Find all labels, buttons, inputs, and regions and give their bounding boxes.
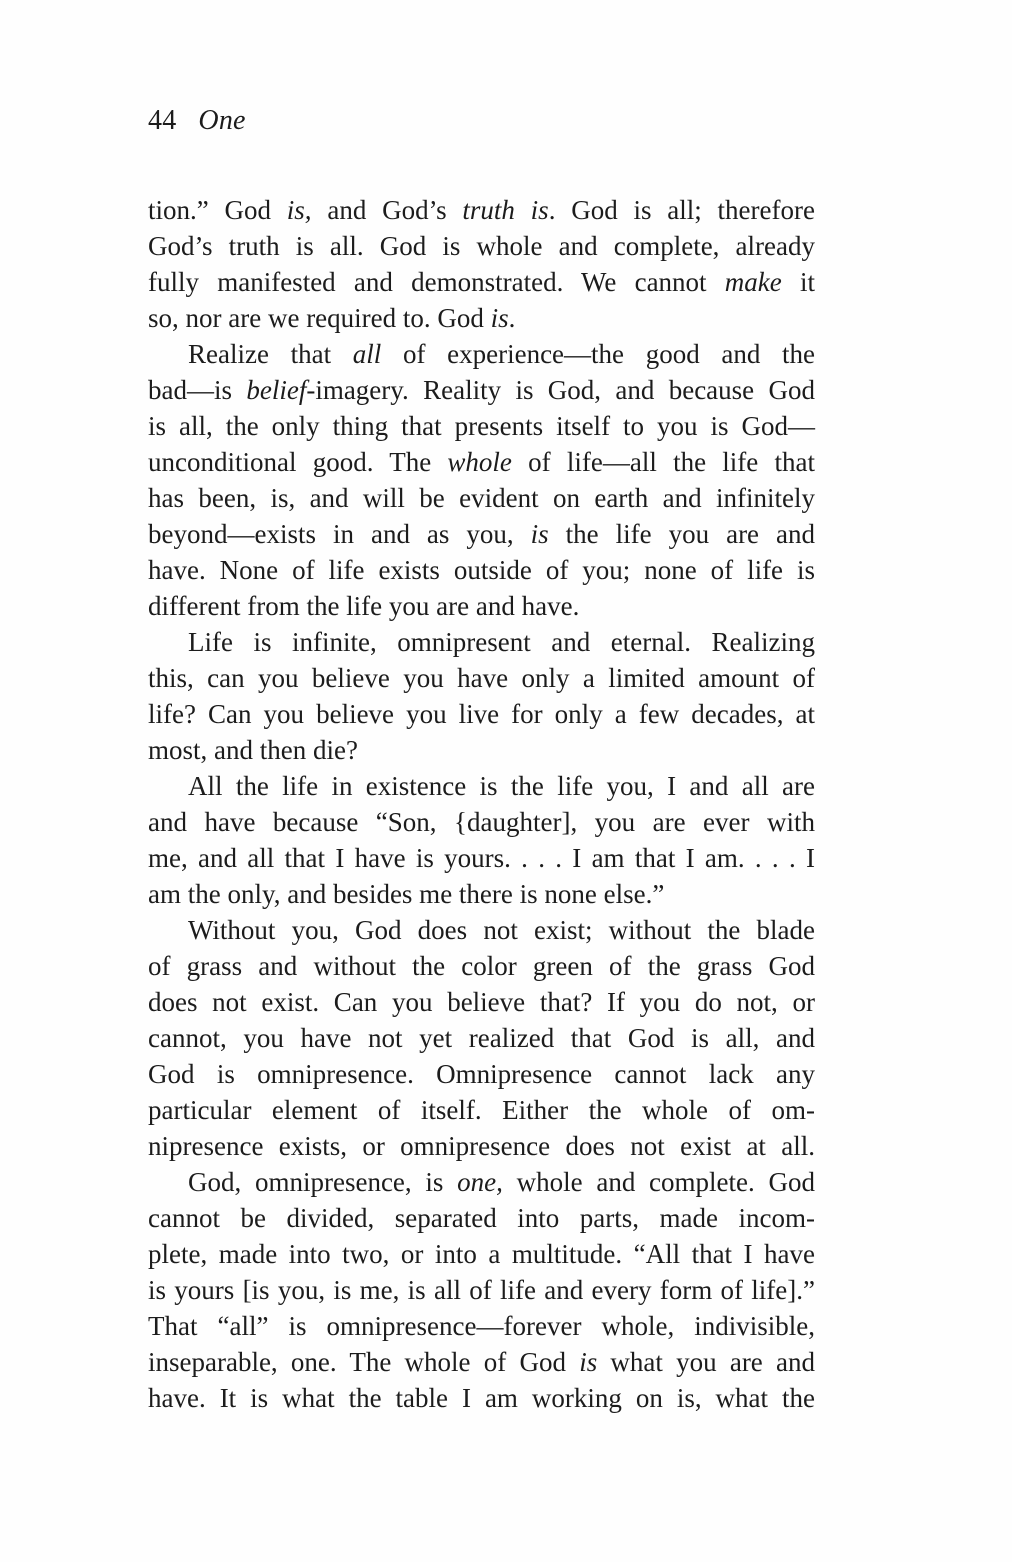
paragraph xyxy=(148,1164,815,1416)
chapter-title: One xyxy=(198,105,246,136)
text-line: and have because “Son, {daughter], you are ever with xyxy=(148,807,815,837)
paragraph xyxy=(148,336,815,624)
paragraph xyxy=(148,912,815,1164)
text-line: most, and then die? xyxy=(148,735,358,765)
text-line: does not exist. Can you believe that? If you do not, or xyxy=(148,987,815,1017)
text-line: cannot be divided, separated into parts, made incom- xyxy=(148,1203,815,1233)
text-line: is all, the only thing that presents itself to you is God— xyxy=(148,411,815,441)
text-line: have. It is what the table I am working on is, what the xyxy=(148,1383,815,1413)
text-line: Without you, God does not exist; without the blade xyxy=(188,915,815,945)
text-line: particular element of itself. Either the whole of om- xyxy=(148,1095,815,1125)
text-line: unconditional good. The whole of life—all the life that xyxy=(148,447,815,477)
text-line: Life is infinite, omnipresent and eternal. Realizing xyxy=(188,627,815,657)
text-line: fully manifested and demonstrated. We cannot make it xyxy=(148,267,815,297)
text-line: of grass and without the color green of the grass God xyxy=(148,951,815,981)
text-line: me, and all that I have is yours. . . . I am that I am. . . . I xyxy=(148,843,815,873)
text-line: bad—is belief-imagery. Reality is God, and because God xyxy=(148,375,815,405)
text-line: All the life in existence is the life you, I and all are xyxy=(188,771,815,801)
text-line: Realize that all of experience—the good and the xyxy=(188,339,816,369)
text-line: God, omnipresence, is one, whole and complete. God xyxy=(188,1167,815,1197)
text-line: tion.” God is, and God’s truth is. God is all; therefore xyxy=(148,195,815,225)
page-number: 44 xyxy=(148,105,177,136)
text-line: is yours [is you, is me, is all of life and every form of life].” xyxy=(148,1275,815,1305)
text-line: different from the life you are and have. xyxy=(148,591,580,621)
text-line: life? Can you believe you live for only a few decades, at xyxy=(148,699,815,729)
text-line: God is omnipresence. Omnipresence cannot lack any xyxy=(148,1059,815,1089)
text-line: God’s truth is all. God is whole and complete, already xyxy=(148,231,815,261)
text-line: have. None of life exists outside of you; none of life is xyxy=(148,555,815,585)
body-text xyxy=(148,192,815,1416)
text-line: plete, made into two, or into a multitude. “All that I have xyxy=(148,1239,815,1269)
text-line: inseparable, one. The whole of God is what you are and xyxy=(148,1347,815,1377)
paragraph xyxy=(148,192,815,336)
text-line: That “all” is omnipresence—forever whole, indivisible, xyxy=(148,1311,815,1341)
text-line: beyond—exists in and as you, is the life you are and xyxy=(148,519,816,549)
text-line: has been, is, and will be evident on earth and infinitely xyxy=(148,483,815,513)
paragraph xyxy=(148,768,815,912)
paragraph xyxy=(148,624,815,768)
text-line: cannot, you have not yet realized that God is all, and xyxy=(148,1023,815,1053)
text-line: nipresence exists, or omnipresence does not exist at all. xyxy=(148,1131,815,1161)
text-line: am the only, and besides me there is none else.” xyxy=(148,879,665,909)
text-line: so, nor are we required to. God is. xyxy=(148,303,516,333)
text-line: this, can you believe you have only a limited amount of xyxy=(148,663,815,693)
page-header xyxy=(148,103,815,139)
